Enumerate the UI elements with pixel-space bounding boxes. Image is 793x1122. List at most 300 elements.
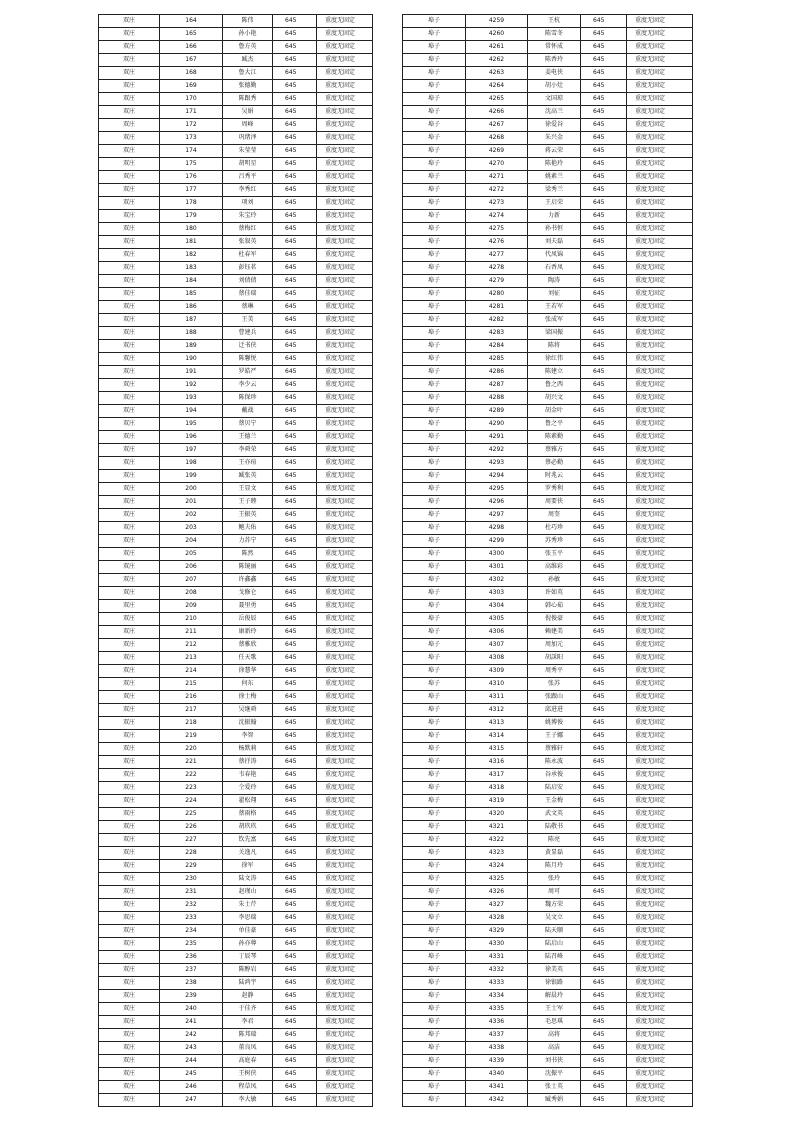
table-row (99, 353, 373, 366)
amount-cell: 645 (273, 80, 317, 93)
village-cell: 埠子 (403, 1055, 466, 1068)
category-cell: 重度无固定 (627, 873, 693, 886)
name-cell: 吴娟 (223, 106, 273, 119)
category-cell: 重度无固定 (317, 795, 373, 808)
category-cell: 重度无固定 (627, 964, 693, 977)
name-cell: 王树侠 (223, 1068, 273, 1081)
village-cell: 双庄 (99, 912, 160, 925)
table-row (99, 873, 373, 886)
category-cell: 重度无固定 (627, 158, 693, 171)
category-cell: 重度无固定 (627, 1029, 693, 1042)
serial-number-cell: 4337 (466, 1029, 528, 1042)
table-row (99, 444, 373, 457)
amount-cell: 645 (581, 80, 627, 93)
name-cell: 蔡雅轩 (528, 743, 581, 756)
category-cell: 重度无固定 (627, 782, 693, 795)
serial-number-cell: 4284 (466, 340, 528, 353)
table-row (99, 457, 373, 470)
village-cell: 双庄 (99, 80, 160, 93)
village-cell: 埠子 (403, 730, 466, 743)
amount-cell: 645 (273, 522, 317, 535)
serial-number-cell: 4338 (466, 1042, 528, 1055)
village-cell: 埠子 (403, 210, 466, 223)
amount-cell: 645 (273, 912, 317, 925)
village-cell: 埠子 (403, 457, 466, 470)
category-cell: 重度无固定 (317, 1029, 373, 1042)
category-cell: 重度无固定 (317, 1094, 373, 1107)
name-cell: 王金梅 (528, 795, 581, 808)
village-cell: 双庄 (99, 210, 160, 223)
amount-cell: 645 (273, 769, 317, 782)
amount-cell: 645 (273, 444, 317, 457)
village-cell: 双庄 (99, 54, 160, 67)
village-cell: 双庄 (99, 392, 160, 405)
category-cell: 重度无固定 (627, 353, 693, 366)
amount-cell: 645 (273, 418, 317, 431)
name-cell: 倪俊豪 (528, 613, 581, 626)
serial-number-cell: 223 (160, 782, 223, 795)
name-cell: 赖建美 (528, 626, 581, 639)
category-cell: 重度无固定 (317, 548, 373, 561)
amount-cell: 645 (273, 561, 317, 574)
serial-number-cell: 4329 (466, 925, 528, 938)
table-row (99, 1003, 373, 1016)
village-cell: 双庄 (99, 275, 160, 288)
category-cell: 重度无固定 (627, 171, 693, 184)
table-row (403, 912, 693, 925)
table-row (99, 418, 373, 431)
village-cell: 埠子 (403, 912, 466, 925)
name-cell: 陶涛 (528, 275, 581, 288)
category-cell: 重度无固定 (627, 106, 693, 119)
serial-number-cell: 170 (160, 93, 223, 106)
serial-number-cell: 164 (160, 15, 223, 28)
name-cell: 陈醇岩 (223, 964, 273, 977)
serial-number-cell: 188 (160, 327, 223, 340)
serial-number-cell: 4265 (466, 93, 528, 106)
category-cell: 重度无固定 (317, 951, 373, 964)
table-row (99, 509, 373, 522)
table-row (99, 145, 373, 158)
serial-number-cell: 4294 (466, 470, 528, 483)
serial-number-cell: 232 (160, 899, 223, 912)
name-cell: 张玲 (528, 873, 581, 886)
village-cell: 埠子 (403, 93, 466, 106)
name-cell: 姜电侠 (528, 67, 581, 80)
category-cell: 重度无固定 (317, 158, 373, 171)
amount-cell: 645 (581, 314, 627, 327)
serial-number-cell: 4275 (466, 223, 528, 236)
table-row (403, 340, 693, 353)
name-cell: 陈邦瑞 (223, 1029, 273, 1042)
amount-cell: 645 (581, 782, 627, 795)
category-cell: 重度无固定 (627, 1068, 693, 1081)
name-cell: 沈振平 (528, 1068, 581, 1081)
amount-cell: 645 (273, 405, 317, 418)
serial-number-cell: 177 (160, 184, 223, 197)
category-cell: 重度无固定 (627, 886, 693, 899)
name-cell: 蔡琳 (223, 301, 273, 314)
amount-cell: 645 (273, 184, 317, 197)
village-cell: 双庄 (99, 834, 160, 847)
amount-cell: 645 (581, 340, 627, 353)
category-cell: 重度无固定 (317, 106, 373, 119)
table-row (99, 1081, 373, 1094)
table-row (99, 912, 373, 925)
category-cell: 重度无固定 (317, 652, 373, 665)
name-cell: 陈亮 (528, 834, 581, 847)
village-cell: 埠子 (403, 587, 466, 600)
village-cell: 双庄 (99, 67, 160, 80)
category-cell: 重度无固定 (627, 665, 693, 678)
amount-cell: 645 (273, 327, 317, 340)
serial-number-cell: 4299 (466, 535, 528, 548)
amount-cell: 645 (273, 860, 317, 873)
name-cell: 蔡贝宁 (223, 418, 273, 431)
village-cell: 埠子 (403, 1081, 466, 1094)
amount-cell: 645 (581, 990, 627, 1003)
serial-number-cell: 238 (160, 977, 223, 990)
name-cell: 王亦瑄 (223, 457, 273, 470)
name-cell: 胡小灶 (528, 80, 581, 93)
serial-number-cell: 4314 (466, 730, 528, 743)
table-row (403, 756, 693, 769)
name-cell: 单佳豪 (223, 925, 273, 938)
village-cell: 双庄 (99, 314, 160, 327)
category-cell: 重度无固定 (627, 548, 693, 561)
village-cell: 双庄 (99, 340, 160, 353)
name-cell: 朱宝玲 (223, 210, 273, 223)
category-cell: 重度无固定 (627, 197, 693, 210)
table-row (99, 1094, 373, 1107)
village-cell: 双庄 (99, 457, 160, 470)
amount-cell: 645 (273, 470, 317, 483)
name-cell: 力苏宁 (223, 535, 273, 548)
village-cell: 埠子 (403, 964, 466, 977)
name-cell: 沈高兰 (528, 106, 581, 119)
serial-number-cell: 4259 (466, 15, 528, 28)
name-cell: 韦春艳 (223, 769, 273, 782)
amount-cell: 645 (581, 795, 627, 808)
name-cell: 陈将 (528, 340, 581, 353)
serial-number-cell: 4324 (466, 860, 528, 873)
amount-cell: 645 (273, 249, 317, 262)
serial-number-cell: 227 (160, 834, 223, 847)
village-cell: 双庄 (99, 678, 160, 691)
table-row (403, 769, 693, 782)
amount-cell: 645 (273, 1029, 317, 1042)
name-cell: 张德勤 (223, 80, 273, 93)
table-row (99, 717, 373, 730)
category-cell: 重度无固定 (627, 184, 693, 197)
name-cell: 戴战 (223, 405, 273, 418)
serial-number-cell: 4336 (466, 1016, 528, 1029)
category-cell: 重度无固定 (317, 847, 373, 860)
amount-cell: 645 (581, 691, 627, 704)
name-cell: 蒋云荣 (528, 145, 581, 158)
village-cell: 双庄 (99, 431, 160, 444)
table-row (403, 41, 693, 54)
village-cell: 双庄 (99, 535, 160, 548)
serial-number-cell: 4260 (466, 28, 528, 41)
serial-number-cell: 4276 (466, 236, 528, 249)
serial-number-cell: 4318 (466, 782, 528, 795)
category-cell: 重度无固定 (627, 587, 693, 600)
category-cell: 重度无固定 (317, 613, 373, 626)
category-cell: 重度无固定 (317, 145, 373, 158)
category-cell: 重度无固定 (627, 912, 693, 925)
name-cell: 周要侠 (528, 496, 581, 509)
serial-number-cell: 204 (160, 535, 223, 548)
amount-cell: 645 (273, 886, 317, 899)
serial-number-cell: 221 (160, 756, 223, 769)
table-row (99, 795, 373, 808)
name-cell: 苏秀珍 (528, 535, 581, 548)
name-cell: 戈修仑 (223, 587, 273, 600)
serial-number-cell: 209 (160, 600, 223, 613)
village-cell: 埠子 (403, 171, 466, 184)
serial-number-cell: 4327 (466, 899, 528, 912)
serial-number-cell: 167 (160, 54, 223, 67)
village-cell: 埠子 (403, 314, 466, 327)
table-row (99, 41, 373, 54)
amount-cell: 645 (581, 834, 627, 847)
village-cell: 埠子 (403, 678, 466, 691)
village-cell: 埠子 (403, 795, 466, 808)
village-cell: 双庄 (99, 28, 160, 41)
name-cell: 胡明星 (223, 158, 273, 171)
serial-number-cell: 245 (160, 1068, 223, 1081)
category-cell: 重度无固定 (627, 496, 693, 509)
amount-cell: 645 (581, 860, 627, 873)
category-cell: 重度无固定 (317, 54, 373, 67)
serial-number-cell: 183 (160, 262, 223, 275)
amount-cell: 645 (273, 808, 317, 821)
amount-cell: 645 (581, 678, 627, 691)
category-cell: 重度无固定 (317, 899, 373, 912)
name-cell: 孙亦尊 (223, 938, 273, 951)
name-cell: 周峰 (223, 119, 273, 132)
amount-cell: 645 (581, 977, 627, 990)
serial-number-cell: 4288 (466, 392, 528, 405)
category-cell: 重度无固定 (317, 80, 373, 93)
village-cell: 双庄 (99, 1042, 160, 1055)
name-cell: 项刘 (223, 197, 273, 210)
table-row (403, 353, 693, 366)
amount-cell: 645 (581, 28, 627, 41)
name-cell: 岳俊辰 (223, 613, 273, 626)
serial-number-cell: 195 (160, 418, 223, 431)
category-cell: 重度无固定 (317, 41, 373, 54)
amount-cell: 645 (581, 392, 627, 405)
serial-number-cell: 4292 (466, 444, 528, 457)
name-cell: 王显文 (223, 483, 273, 496)
name-cell: 高将 (528, 1029, 581, 1042)
table-row (403, 808, 693, 821)
table-row (403, 886, 693, 899)
category-cell: 重度无固定 (627, 93, 693, 106)
name-cell: 陆鸿宇 (223, 977, 273, 990)
table-row (99, 561, 373, 574)
amount-cell: 645 (581, 1042, 627, 1055)
category-cell: 重度无固定 (317, 119, 373, 132)
table-row (99, 613, 373, 626)
amount-cell: 645 (581, 431, 627, 444)
serial-number-cell: 4291 (466, 431, 528, 444)
category-cell: 重度无固定 (627, 756, 693, 769)
village-cell: 埠子 (403, 262, 466, 275)
amount-cell: 645 (273, 847, 317, 860)
serial-number-cell: 199 (160, 470, 223, 483)
amount-cell: 645 (581, 743, 627, 756)
serial-number-cell: 4264 (466, 80, 528, 93)
name-cell: 武文英 (528, 808, 581, 821)
village-cell: 双庄 (99, 808, 160, 821)
serial-number-cell: 191 (160, 366, 223, 379)
serial-number-cell: 243 (160, 1042, 223, 1055)
table-row (403, 236, 693, 249)
serial-number-cell: 185 (160, 288, 223, 301)
table-row (99, 899, 373, 912)
serial-number-cell: 4298 (466, 522, 528, 535)
category-cell: 重度无固定 (317, 730, 373, 743)
name-cell: 陈素勤 (528, 431, 581, 444)
name-cell: 高维彩 (528, 561, 581, 574)
name-cell: 杜巧珍 (528, 522, 581, 535)
name-cell: 王士军 (528, 1003, 581, 1016)
table-row (403, 548, 693, 561)
village-cell: 埠子 (403, 288, 466, 301)
village-cell: 双庄 (99, 418, 160, 431)
category-cell: 重度无固定 (627, 327, 693, 340)
name-cell: 陈香玲 (528, 54, 581, 67)
village-cell: 埠子 (403, 1068, 466, 1081)
category-cell: 重度无固定 (317, 431, 373, 444)
amount-cell: 645 (581, 951, 627, 964)
amount-cell: 645 (273, 210, 317, 223)
category-cell: 重度无固定 (627, 41, 693, 54)
village-cell: 双庄 (99, 990, 160, 1003)
table-row (403, 1094, 693, 1107)
name-cell: 陆敬书 (528, 821, 581, 834)
category-cell: 重度无固定 (627, 249, 693, 262)
village-cell: 双庄 (99, 925, 160, 938)
name-cell: 陈雪冬 (528, 28, 581, 41)
name-cell: 张跟山 (528, 691, 581, 704)
name-cell: 徐美英 (528, 964, 581, 977)
category-cell: 重度无固定 (627, 288, 693, 301)
village-cell: 双庄 (99, 873, 160, 886)
serial-number-cell: 4303 (466, 587, 528, 600)
table-row (99, 158, 373, 171)
table-row (99, 626, 373, 639)
village-cell: 双庄 (99, 795, 160, 808)
amount-cell: 645 (581, 704, 627, 717)
village-cell: 双庄 (99, 470, 160, 483)
category-cell: 重度无固定 (627, 704, 693, 717)
table-row (403, 1029, 693, 1042)
table-row (99, 249, 373, 262)
amount-cell: 645 (273, 483, 317, 496)
village-cell: 双庄 (99, 704, 160, 717)
amount-cell: 645 (581, 1094, 627, 1107)
serial-number-cell: 192 (160, 379, 223, 392)
amount-cell: 645 (581, 288, 627, 301)
serial-number-cell: 4317 (466, 769, 528, 782)
category-cell: 重度无固定 (627, 795, 693, 808)
amount-cell: 645 (581, 899, 627, 912)
category-cell: 重度无固定 (627, 262, 693, 275)
village-cell: 埠子 (403, 782, 466, 795)
amount-cell: 645 (581, 1081, 627, 1094)
category-cell: 重度无固定 (627, 119, 693, 132)
table-row (99, 964, 373, 977)
amount-cell: 645 (581, 626, 627, 639)
table-row (403, 184, 693, 197)
serial-number-cell: 198 (160, 457, 223, 470)
name-cell: 李君 (223, 1016, 273, 1029)
village-cell: 埠子 (403, 1003, 466, 1016)
serial-number-cell: 229 (160, 860, 223, 873)
serial-number-cell: 196 (160, 431, 223, 444)
category-cell: 重度无固定 (627, 1042, 693, 1055)
table-row (403, 691, 693, 704)
name-cell: 蔡抒涛 (223, 756, 273, 769)
serial-number-cell: 244 (160, 1055, 223, 1068)
amount-cell: 645 (581, 730, 627, 743)
category-cell: 重度无固定 (627, 990, 693, 1003)
village-cell: 埠子 (403, 951, 466, 964)
category-cell: 重度无固定 (317, 1081, 373, 1094)
village-cell: 双庄 (99, 1003, 160, 1016)
amount-cell: 645 (581, 158, 627, 171)
serial-number-cell: 171 (160, 106, 223, 119)
amount-cell: 645 (581, 483, 627, 496)
serial-number-cell: 213 (160, 652, 223, 665)
name-cell: 臧杰 (223, 54, 273, 67)
name-cell: 力新 (528, 210, 581, 223)
category-cell: 重度无固定 (317, 197, 373, 210)
name-cell: 罗秀利 (528, 483, 581, 496)
village-cell: 埠子 (403, 223, 466, 236)
table-row (403, 197, 693, 210)
amount-cell: 645 (273, 938, 317, 951)
amount-cell: 645 (581, 470, 627, 483)
name-cell: 蔡必勤 (528, 457, 581, 470)
serial-number-cell: 231 (160, 886, 223, 899)
category-cell: 重度无固定 (317, 522, 373, 535)
village-cell: 埠子 (403, 28, 466, 41)
category-cell: 重度无固定 (317, 769, 373, 782)
village-cell: 双庄 (99, 444, 160, 457)
name-cell: 陈建立 (528, 366, 581, 379)
name-cell: 沈振翰 (223, 717, 273, 730)
serial-number-cell: 4301 (466, 561, 528, 574)
table-row (403, 535, 693, 548)
village-cell: 埠子 (403, 1016, 466, 1029)
name-cell: 王德兰 (223, 431, 273, 444)
name-cell: 王振英 (223, 509, 273, 522)
village-cell: 埠子 (403, 756, 466, 769)
village-cell: 埠子 (403, 444, 466, 457)
serial-number-cell: 230 (160, 873, 223, 886)
name-cell: 李大敏 (223, 1094, 273, 1107)
name-cell: 代凤锦 (528, 249, 581, 262)
name-cell: 迁书侠 (223, 340, 273, 353)
category-cell: 重度无固定 (317, 691, 373, 704)
table-row (403, 665, 693, 678)
village-cell: 埠子 (403, 574, 466, 587)
